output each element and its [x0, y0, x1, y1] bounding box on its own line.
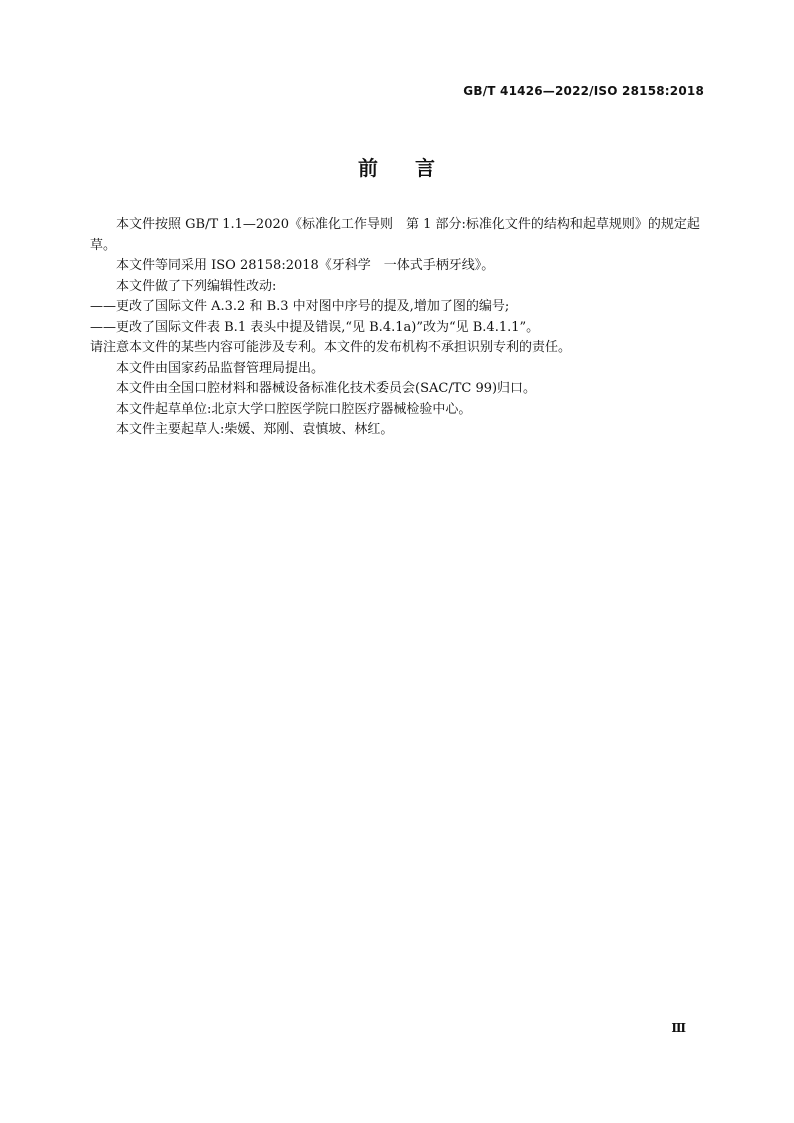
paragraph-patent-notice: 请注意本文件的某些内容可能涉及专利。本文件的发布机构不承担识别专利的责任。 — [90, 340, 572, 355]
page-number: Ⅲ — [671, 1021, 686, 1035]
paragraph-adoption: 本文件等同采用 ISO 28158:2018《牙科学 一体式手柄牙线》。 — [116, 258, 495, 273]
paragraph-editorial-changes-intro: 本文件做了下列编辑性改动: — [116, 278, 277, 294]
page-title — [0, 152, 794, 181]
paragraph-drafting-rules: 本文件按照 GB/T 1.1—2020《标准化工作导则 第 1 部分:标准化文件的结构和起草规则》的规定起草。 — [90, 217, 700, 253]
paragraph-change-1: ——更改了国际文件 A.3.2 和 B.3 中对图中序号的提及,增加了图的编号; — [90, 299, 510, 314]
title-char-1: 前 — [358, 156, 379, 180]
title-char-2: 言 — [415, 156, 436, 180]
paragraph-drafters: 本文件主要起草人:柴媛、郑刚、袁慎坡、林红。 — [116, 422, 394, 437]
paragraph-administered-by: 本文件由全国口腔材料和器械设备标准化技术委员会(SAC/TC 99)归口。 — [116, 381, 537, 396]
paragraph-drafting-organization: 本文件起草单位:北京大学口腔医学院口腔医疗器械检验中心。 — [116, 401, 472, 417]
standard-number: GB/T 41426—2022/ISO 28158:2018 — [463, 84, 704, 98]
paragraph-proposed-by: 本文件由国家药品监督管理局提出。 — [116, 360, 325, 376]
paragraph-change-2: ——更改了国际文件表 B.1 表头中提及错误,“见 B.4.1a)”改为“见 B.4.1.1”。 — [90, 319, 540, 335]
foreword-body — [90, 215, 705, 441]
